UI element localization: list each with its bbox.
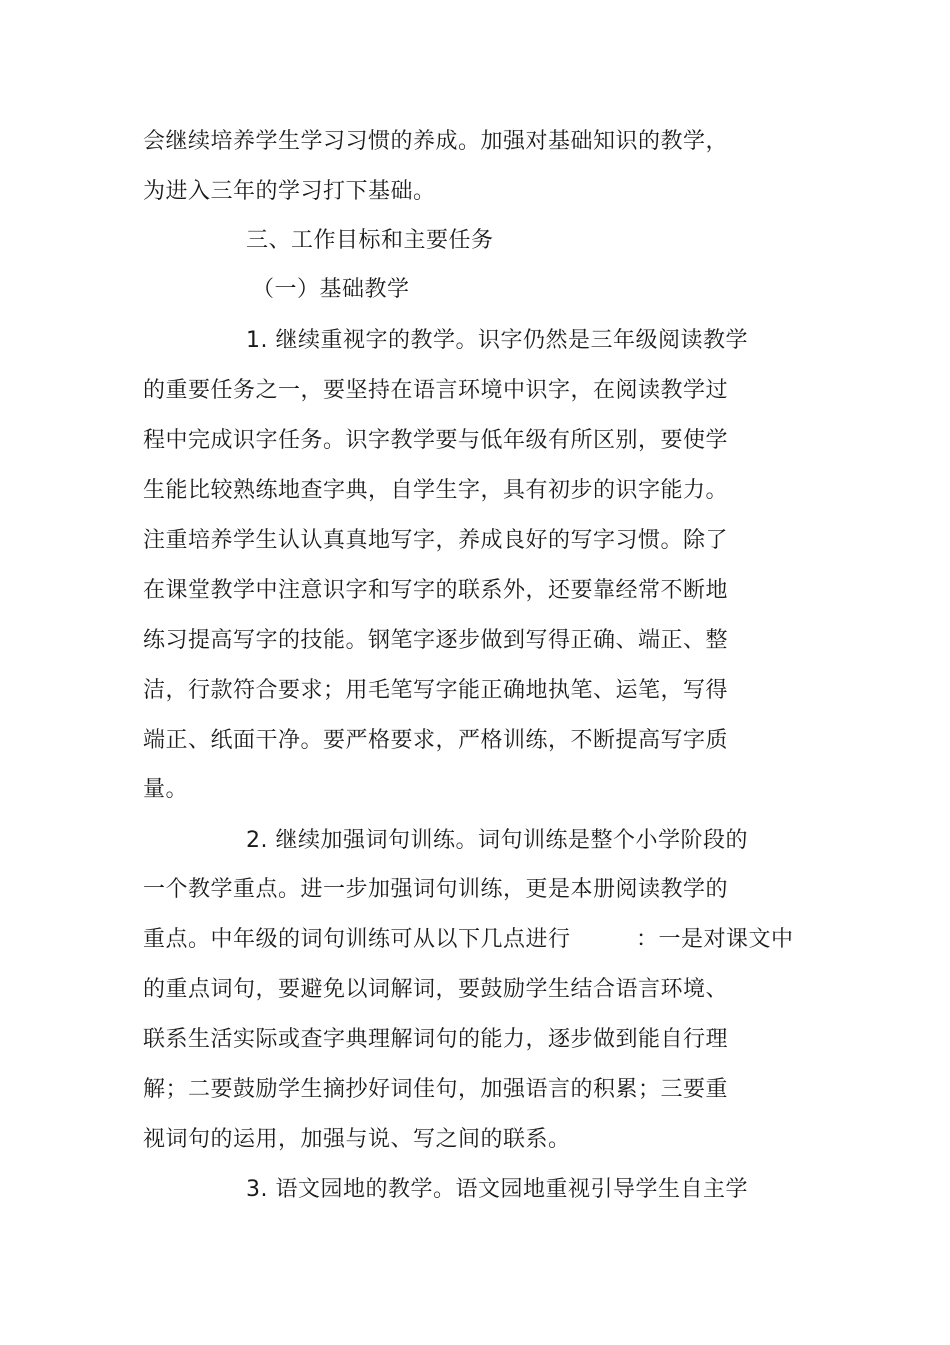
paragraph-line: 1. 继续重视字的教学。识字仍然是三年级阅读教学 bbox=[246, 328, 748, 353]
paragraph-line: 的重要任务之一，要坚持在语言环境中识字，在阅读教学过 bbox=[143, 378, 729, 403]
paragraph-line: 生能比较熟练地查字典，自学生字，具有初步的识字能力。 bbox=[143, 478, 729, 503]
paragraph-line: 一个教学重点。进一步加强词句训练，更是本册阅读教学的 bbox=[143, 877, 729, 902]
paragraph-line: 2. 继续加强词句训练。词句训练是整个小学阶段的 bbox=[246, 828, 748, 853]
paragraph-line: 联系生活实际或查字典理解词句的能力，逐步做到能自行理 bbox=[143, 1027, 729, 1052]
paragraph-line: 量。 bbox=[143, 777, 189, 802]
section-heading: 三、工作目标和主要任务 bbox=[246, 228, 494, 253]
paragraph-line: 注重培养学生认认真真地写字，养成良好的写字习惯。除了 bbox=[143, 528, 729, 553]
paragraph-line: 重点。中年级的词句训练可从以下几点进行 bbox=[143, 927, 571, 952]
paragraph-line-fragment: ：一是对课文中 bbox=[636, 927, 794, 952]
paragraph-line: 视词句的运用，加强与说、写之间的联系。 bbox=[143, 1127, 571, 1152]
subsection-heading: （一）基础教学 bbox=[252, 277, 410, 302]
paragraph-line: 解；二要鼓励学生摘抄好词佳句，加强语言的积累；三要重 bbox=[143, 1077, 729, 1102]
paragraph-line: 为进入三年的学习打下基础。 bbox=[143, 179, 436, 204]
paragraph-line: 洁，行款符合要求；用毛笔写字能正确地执笔、运笔，写得 bbox=[143, 678, 729, 703]
paragraph-line: 在课堂教学中注意识字和写字的联系外，还要靠经常不断地 bbox=[143, 578, 729, 603]
paragraph-line: 会继续培养学生学习习惯的养成。加强对基础知识的教学， bbox=[143, 129, 729, 154]
paragraph-line: 3. 语文园地的教学。语文园地重视引导学生自主学 bbox=[246, 1177, 748, 1202]
paragraph-line: 练习提高写字的技能。钢笔字逐步做到写得正确、端正、整 bbox=[143, 628, 729, 653]
paragraph-line: 端正、纸面干净。要严格要求，严格训练，不断提高写字质 bbox=[143, 728, 729, 753]
paragraph-line: 程中完成识字任务。识字教学要与低年级有所区别，要使学 bbox=[143, 428, 729, 453]
paragraph-line: 的重点词句，要避免以词解词，要鼓励学生结合语言环境、 bbox=[143, 977, 729, 1002]
